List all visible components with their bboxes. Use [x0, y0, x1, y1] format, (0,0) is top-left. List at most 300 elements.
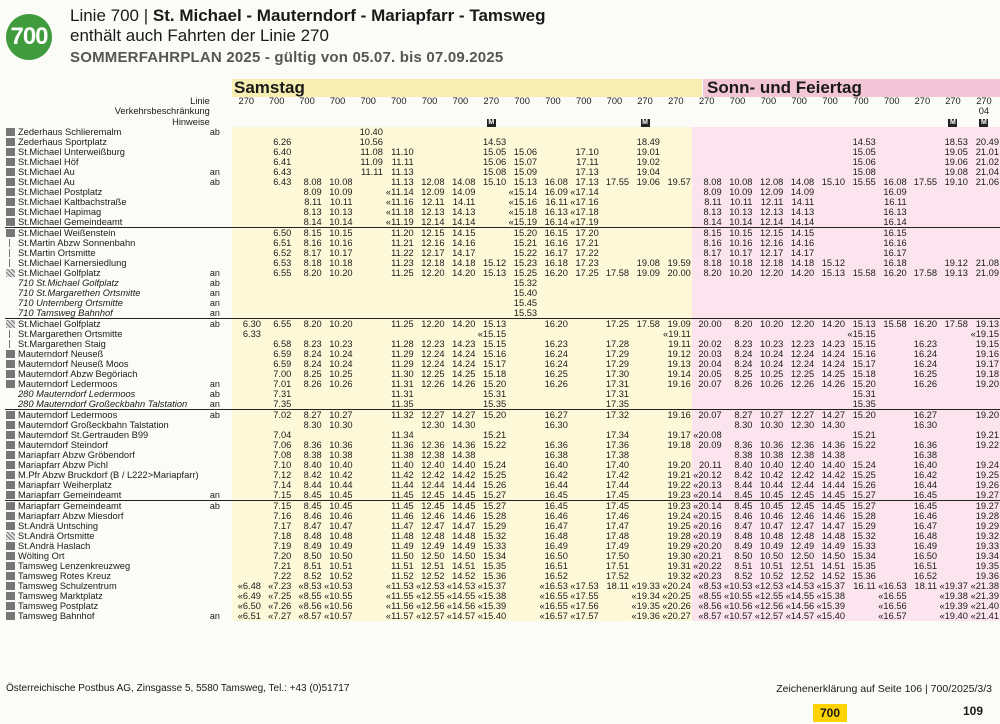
time-cell	[538, 430, 569, 440]
time-cell: 15.25	[507, 268, 538, 278]
restriction-row-cell	[569, 106, 600, 116]
time-cell: «20.25	[662, 591, 691, 601]
time-cell	[538, 399, 569, 410]
time-cell	[446, 329, 477, 339]
time-cell: 11.25	[384, 319, 415, 330]
time-cell	[815, 157, 846, 167]
time-cell: 21.08	[969, 258, 1000, 268]
time-cell	[569, 349, 600, 359]
time-cell	[232, 511, 262, 521]
arr-dep-mark: an	[209, 167, 220, 177]
notes-row-cell	[569, 116, 600, 127]
time-cell	[630, 349, 661, 359]
time-cell: 8.48	[292, 531, 322, 541]
time-cell	[846, 601, 877, 611]
time-cell	[507, 389, 538, 399]
time-cell: 14.53	[476, 137, 507, 147]
time-cell: 20.00	[661, 268, 692, 278]
time-cell: 16.45	[908, 490, 938, 501]
time-cell	[908, 157, 938, 167]
time-cell: 8.18	[692, 258, 723, 268]
stop-icon	[6, 198, 15, 206]
time-cell: 16.16	[877, 238, 908, 248]
time-cell: 10.42	[753, 470, 784, 480]
arr-dep-mark	[210, 581, 232, 591]
time-cell	[815, 197, 846, 207]
stop-icon	[6, 218, 15, 226]
time-cell	[630, 217, 661, 228]
arr-dep-mark	[210, 137, 232, 147]
time-cell: 8.11	[292, 197, 322, 207]
time-cell	[507, 359, 538, 369]
stop-name: Wölting Ort	[5, 551, 210, 561]
time-cell	[908, 601, 938, 611]
time-cell: 12.15	[415, 228, 446, 239]
time-cell: 17.10	[569, 147, 600, 157]
time-cell: 15.22	[846, 440, 877, 450]
time-cell: 7.22	[262, 571, 292, 581]
table-row	[5, 501, 1000, 512]
time-cell: 16.11	[877, 197, 908, 207]
time-cell	[507, 339, 538, 349]
time-cell	[877, 278, 908, 288]
time-cell	[232, 379, 262, 389]
time-cell	[969, 217, 1000, 228]
arr-dep-mark	[210, 460, 232, 470]
stop-name: Tamsweg Lenzenkreuzweg	[5, 561, 210, 571]
arr-dep-mark	[210, 551, 232, 561]
time-cell	[661, 197, 692, 207]
time-cell: 16.17	[538, 248, 569, 258]
time-cell: 12.45	[415, 501, 446, 512]
time-cell: 15.20	[507, 228, 538, 239]
time-cell: 14.44	[815, 480, 846, 490]
time-cell: 17.35	[600, 399, 630, 410]
time-cell: «20.21	[693, 551, 722, 561]
time-cell	[354, 298, 384, 308]
time-cell: 6.40	[262, 147, 292, 157]
time-cell: 16.13	[877, 207, 908, 217]
time-cell: 19.34	[969, 551, 1000, 561]
time-cell	[354, 228, 384, 239]
time-cell	[446, 127, 477, 137]
time-cell: 14.30	[815, 420, 846, 430]
time-cell: 14.38	[446, 450, 477, 460]
time-cell: 12.20	[415, 319, 446, 330]
time-cell	[232, 541, 262, 551]
time-cell: 14.09	[446, 187, 477, 197]
stop-icon	[6, 229, 15, 237]
time-cell: 15.13	[507, 177, 538, 187]
time-cell: 10.44	[323, 480, 354, 490]
time-cell: 16.49	[908, 541, 938, 551]
time-cell: 20.49	[969, 137, 1000, 147]
time-cell: 10.51	[323, 561, 354, 571]
time-cell	[476, 308, 507, 319]
time-cell	[630, 531, 661, 541]
time-cell: 14.42	[815, 470, 846, 480]
time-cell: 8.38	[292, 450, 322, 460]
time-cell	[507, 470, 538, 480]
time-cell: 10.24	[753, 349, 784, 359]
time-cell: 19.22	[969, 440, 1000, 450]
time-cell: 15.35	[476, 399, 507, 410]
time-cell: 14.45	[446, 490, 477, 501]
time-cell: 10.13	[723, 207, 754, 217]
time-cell: «21.41	[970, 611, 999, 621]
table-row	[5, 177, 1000, 187]
time-cell: «12.53	[754, 581, 784, 591]
time-cell: 19.30	[661, 551, 692, 561]
time-cell	[507, 591, 538, 601]
time-cell: 6.53	[262, 258, 292, 268]
time-cell	[877, 541, 908, 551]
time-cell	[232, 480, 262, 490]
time-cell: «17.19	[570, 217, 599, 227]
time-cell: 11.38	[384, 450, 415, 460]
time-cell: 19.21	[969, 430, 1000, 440]
time-cell: 15.18	[846, 369, 877, 379]
time-cell	[354, 268, 384, 278]
time-cell: 6.59	[262, 349, 292, 359]
stop-name: Tamsweg Marktplatz	[5, 591, 210, 601]
notes-row-cell	[384, 116, 415, 127]
time-cell: 17.29	[600, 359, 630, 369]
time-cell	[323, 308, 354, 319]
time-cell	[323, 399, 354, 410]
time-cell	[446, 137, 477, 147]
time-cell	[661, 127, 692, 137]
stop-name: St.Margarethen Staig	[5, 339, 210, 349]
stop-name: Mariapfarr Abzw Gröbendorf	[5, 450, 210, 460]
time-cell	[969, 278, 1000, 288]
time-cell: 16.11	[538, 197, 569, 207]
time-cell	[877, 399, 908, 410]
time-cell: 14.36	[446, 440, 477, 450]
restriction-row-cell	[661, 106, 692, 116]
time-cell: 10.23	[753, 339, 784, 349]
time-cell	[877, 531, 908, 541]
time-cell: 14.52	[446, 571, 477, 581]
time-cell: 6.55	[262, 268, 292, 278]
time-cell	[507, 450, 538, 460]
time-cell	[569, 430, 600, 440]
time-cell	[877, 511, 908, 521]
stop-icon	[6, 128, 15, 136]
time-cell	[600, 601, 630, 611]
time-cell: 14.18	[446, 258, 477, 268]
time-cell	[938, 521, 969, 531]
time-cell: 15.05	[846, 147, 877, 157]
time-cell	[569, 389, 600, 399]
time-cell	[569, 359, 600, 369]
time-cell	[569, 137, 600, 147]
restriction-row-cell	[846, 106, 877, 116]
time-cell: 15.35	[476, 561, 507, 571]
time-cell: 19.12	[938, 258, 969, 268]
time-cell	[938, 369, 969, 379]
arr-dep-mark: an	[209, 308, 220, 318]
time-cell	[232, 217, 262, 228]
arr-dep-mark	[210, 238, 232, 248]
time-cell: 19.16	[661, 410, 692, 421]
restriction-row-cell	[815, 106, 846, 116]
time-cell: 10.16	[723, 238, 754, 248]
time-cell	[354, 339, 384, 349]
time-cell: 7.14	[262, 480, 292, 490]
time-cell: 12.24	[415, 349, 446, 359]
time-cell: 10.24	[323, 349, 354, 359]
time-cell	[877, 501, 908, 512]
time-cell: 15.31	[846, 389, 877, 399]
time-cell	[507, 379, 538, 389]
time-cell: 19.31	[661, 561, 692, 571]
time-cell: «12.56	[416, 601, 445, 611]
time-cell: «20.08	[693, 430, 722, 440]
time-cell: «20.27	[662, 611, 691, 621]
time-cell	[323, 288, 354, 298]
page-line-badge: 700	[813, 704, 847, 722]
time-cell	[507, 551, 538, 561]
time-cell: 19.29	[661, 541, 692, 551]
time-cell	[753, 127, 784, 137]
stop-name: Zederhaus Sportplatz	[5, 137, 210, 147]
time-cell: 19.10	[938, 177, 969, 187]
time-cell: 12.40	[784, 460, 815, 470]
time-cell	[476, 450, 507, 460]
time-cell: «15.15	[847, 329, 876, 339]
time-cell	[262, 308, 292, 319]
time-cell: «16.53	[539, 581, 568, 591]
time-cell	[815, 167, 846, 177]
time-cell: 15.24	[846, 460, 877, 470]
time-cell: 16.45	[538, 501, 569, 512]
time-cell: 16.48	[538, 531, 569, 541]
time-cell	[661, 399, 692, 410]
time-cell: 10.20	[323, 268, 354, 278]
time-cell: 16.45	[908, 501, 938, 512]
stop-name: Tamsweg Bahnhof	[5, 611, 210, 621]
legend-reference: Zeichenerklärung auf Seite 106 | 700/2025/3/3	[776, 683, 992, 695]
time-cell	[538, 157, 569, 167]
stop-icon	[9, 239, 10, 247]
time-cell	[507, 349, 538, 359]
time-cell: 17.55	[600, 177, 630, 187]
time-cell: 19.13	[969, 319, 1000, 330]
time-cell: «8.56	[692, 601, 723, 611]
arr-dep-mark: an	[209, 399, 220, 409]
time-cell: «10.56	[324, 601, 353, 611]
time-cell: 8.44	[292, 480, 322, 490]
time-cell: «17.16	[570, 197, 599, 207]
time-cell: 8.46	[723, 511, 754, 521]
time-cell	[354, 187, 384, 197]
time-cell: 10.18	[323, 258, 354, 268]
restriction-row-cell	[538, 106, 569, 116]
time-cell	[476, 298, 507, 308]
time-cell: 6.59	[262, 359, 292, 369]
time-cell: 8.24	[723, 359, 754, 369]
arr-dep-mark	[210, 440, 232, 450]
time-cell: 16.45	[538, 490, 569, 501]
arr-dep-mark: ab	[210, 501, 232, 512]
time-cell	[630, 399, 661, 410]
time-cell	[354, 601, 384, 611]
time-cell: 8.27	[292, 410, 322, 421]
section-sunday: Sonn- und Feiertag	[703, 79, 1000, 97]
time-cell: 10.50	[753, 551, 784, 561]
hatched-stop-icon	[6, 320, 15, 328]
table-row	[5, 379, 1000, 389]
time-cell: 14.26	[446, 379, 477, 389]
time-cell	[661, 288, 692, 298]
time-cell: 14.46	[446, 511, 477, 521]
time-cell: 12.23	[784, 339, 815, 349]
time-cell	[723, 430, 754, 440]
time-cell: 15.16	[846, 349, 877, 359]
restriction-row-cell	[323, 106, 354, 116]
line-row-cell: 700	[514, 96, 530, 106]
time-cell: 8.27	[723, 410, 754, 421]
time-cell: «7.27	[262, 611, 292, 621]
time-cell: 19.29	[969, 521, 1000, 531]
line-row-cell: 270	[698, 96, 715, 106]
time-cell	[292, 298, 322, 308]
arr-dep-mark	[210, 349, 232, 359]
time-cell: 8.25	[723, 369, 754, 379]
time-cell	[969, 308, 1000, 319]
time-cell	[569, 399, 600, 410]
time-cell: 12.25	[415, 369, 446, 379]
time-cell	[232, 349, 262, 359]
time-cell: 15.13	[846, 319, 877, 330]
time-cell	[938, 551, 969, 561]
time-cell	[753, 329, 784, 339]
time-cell: 8.47	[723, 521, 754, 531]
time-cell	[232, 460, 262, 470]
time-cell: 17.21	[569, 238, 600, 248]
time-cell: 16.42	[908, 470, 938, 480]
time-cell	[723, 329, 754, 339]
time-cell: 11.44	[384, 480, 415, 490]
stop-name: Mariapfarr Weiherplatz	[5, 480, 210, 490]
time-cell: 8.49	[723, 541, 754, 551]
time-cell: 11.31	[384, 389, 415, 399]
time-cell	[354, 440, 384, 450]
time-cell: 15.16	[476, 349, 507, 359]
time-cell: 15.24	[476, 460, 507, 470]
time-cell: 19.17	[969, 359, 1000, 369]
time-cell	[630, 298, 661, 308]
time-cell	[323, 127, 354, 137]
time-cell	[846, 278, 877, 288]
time-cell: 12.42	[784, 470, 815, 480]
arr-dep-mark: an	[209, 298, 220, 308]
time-cell: 11.13	[384, 177, 415, 187]
time-cell	[661, 167, 692, 177]
time-cell	[384, 137, 415, 147]
stop-icon	[6, 502, 15, 510]
time-cell	[692, 288, 723, 298]
arr-dep-mark	[210, 541, 232, 551]
time-cell: «19.35	[631, 601, 660, 611]
restriction-row-cell	[232, 106, 262, 116]
stop-name: Mauterndorf Steindorf	[5, 440, 210, 450]
time-cell: «19.38	[939, 591, 968, 601]
arr-dep-mark: ab	[209, 177, 220, 187]
time-cell	[661, 308, 692, 319]
time-cell: 21.02	[969, 157, 1000, 167]
time-cell: 17.22	[569, 248, 600, 258]
time-cell	[354, 470, 384, 480]
time-cell	[938, 450, 969, 460]
time-cell: 10.23	[323, 339, 354, 349]
time-cell	[354, 197, 384, 207]
time-cell	[232, 359, 262, 369]
time-cell	[938, 430, 969, 440]
time-cell: 16.14	[538, 217, 569, 228]
time-cell	[232, 167, 262, 177]
restriction-row-cell: 04	[978, 106, 990, 116]
notes-row-cell	[415, 116, 446, 127]
stop-name: St.Michael Gemeindeamt	[5, 217, 210, 228]
time-cell	[784, 389, 815, 399]
time-cell: 17.47	[600, 521, 630, 531]
time-cell	[753, 147, 784, 157]
time-cell: 12.44	[784, 480, 815, 490]
time-cell	[877, 440, 908, 450]
stop-name: St.Michael Golfplatz	[5, 319, 210, 330]
time-cell: «16.55	[539, 601, 568, 611]
time-cell	[600, 308, 630, 319]
time-cell: «6.49	[232, 591, 262, 601]
time-cell: 15.15	[846, 339, 877, 349]
time-cell: 15.08	[846, 167, 877, 177]
time-cell: 12.30	[784, 420, 815, 430]
time-cell: 14.40	[815, 460, 846, 470]
arr-dep-mark	[210, 420, 232, 430]
time-cell: «8.53	[292, 581, 322, 591]
time-cell: 17.25	[569, 268, 600, 278]
time-cell: 15.32	[476, 531, 507, 541]
time-cell	[661, 157, 692, 167]
time-cell: 19.01	[630, 147, 661, 157]
time-cell: 16.09	[538, 187, 569, 197]
notes-row-cell	[292, 116, 322, 127]
time-cell: 12.11	[753, 197, 784, 207]
line-row-cell: 700	[884, 96, 900, 106]
time-cell: 17.28	[600, 339, 630, 349]
time-cell: 16.09	[877, 187, 908, 197]
time-cell	[908, 298, 938, 308]
time-cell	[784, 288, 815, 298]
time-cell	[877, 521, 908, 531]
time-cell: «10.57	[724, 611, 753, 621]
time-cell	[323, 167, 354, 177]
stop-icon	[6, 602, 15, 610]
time-cell	[232, 450, 262, 460]
time-cell: 21.06	[969, 177, 1000, 187]
time-cell: 7.15	[262, 490, 292, 501]
time-cell	[232, 298, 262, 308]
time-cell: 14.51	[446, 561, 477, 571]
time-cell: 16.49	[538, 541, 569, 551]
time-cell	[507, 571, 538, 581]
time-cell: 16.30	[908, 420, 938, 430]
time-cell	[354, 288, 384, 298]
time-cell: 6.52	[262, 248, 292, 258]
time-cell	[938, 480, 969, 490]
